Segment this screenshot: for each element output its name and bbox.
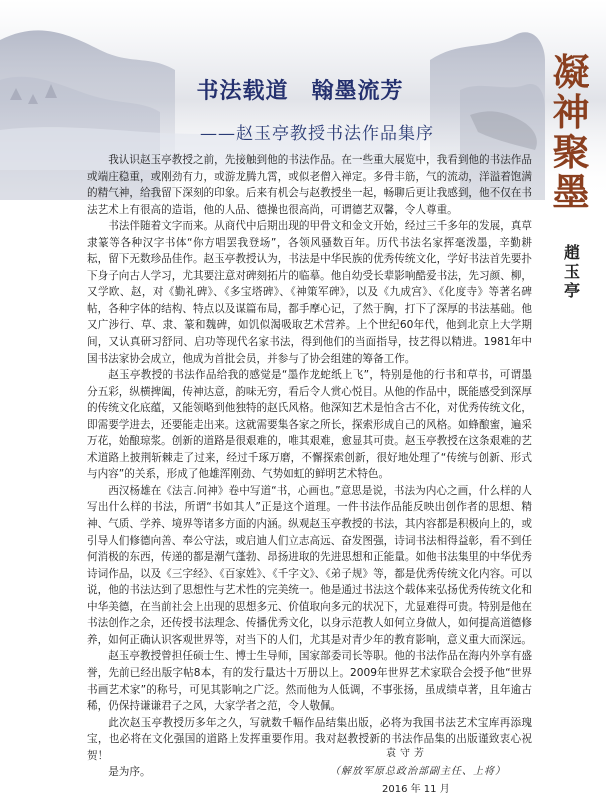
- body-paragraph: 书法伴随着文字而来。从商代中后期出现的甲骨文和金文开始，经过三千多年的发展，真草隶篆等各种汉字书体“你方唱罢我登场”，各领风骚数百年。历代书法名家挥毫泼墨，辛勤耕耘，留下无数珍品佳作。赵玉亭教授认为，书法是中华民族的优秀传统文化，学好书法首先要扑下身子向古人学习，尤其要注意对碑刻拓片的临摹。他自幼受长辈影响酷爱书法，先习颜、柳，又学欧、赵，对《勤礼碑》、《多宝塔碑》、《神策军碑》，以及《九成宫》、《化度寺》等著名碑帖，各种字体的结构、特点以及谋篇布局，都手摩心记，了然于胸，打下了深厚的书法基础。他又广涉行、草、隶、篆和魏碑，如饥似渴吸取艺术营养。上个世纪60年代，他到北京上大学期间，又认真研习舒同、启功等现代名家书法，得到他们的当面指导，技艺得以精进。1981年中国书法家协会成立，他成为首批会员，并参与了协会组建的筹备工作。: [87, 220, 532, 365]
- vertical-signature-char: 趙: [563, 243, 580, 262]
- vertical-calligraphy-signature: [561, 243, 583, 300]
- page-title: 书法载道 翰墨流芳: [196, 78, 404, 104]
- author-title: （解放军原总政治部副主任、上将）: [330, 766, 506, 777]
- body-paragraph: 是为序。: [108, 766, 151, 779]
- signature-date: 2016 年 11 月: [382, 784, 450, 795]
- body-paragraph: 赵玉亭教授的书法作品给我的感觉是“墨作龙蛇纸上飞”，特别是他的行书和草书，可谓墨分五彩，纵横捭阖，传神达意，韵味无穷，看后令人赏心悦目。从他的作品中，既能感受到深厚的传统文化底蕴，又能领略到他独特的赵氏风格。他深知艺术是怕含古不化，对优秀传统文化，即需要学进去，还要能走出来。这就需要集各家之所长，探索形成自己的风格。如蜂酿蜜，遍采万花，始酿琼浆。创新的道路是很艰难的，唯其艰难，愈显其可贵。赵玉亭教授在这条艰难的艺术道路上披荆斩棘走了过来，经过千琢万磨，不懈探索创新，很好地处理了“传统与创新、形式与内容”的关系，形成了他雄浑刚劲、气势如虹的鲜明艺术特色。: [87, 369, 532, 481]
- author-name: 袁守芳: [386, 748, 428, 759]
- body-paragraph: 赵玉亭教授曾担任硕士生、博士生导师，国家部委司长等职。他的书法作品在海内外享有盛誉，先前已经出版字帖8本，有的发行量达十万册以上。2009年世界艺术家联合会授予他“世界书画艺术家”的称号，可见其影响之广泛。然而他为人低调，不事张扬，虽成绩卓著，且年逾古稀，仍保持谦谦君子之风，大家学者之范，令人敬佩。: [87, 650, 532, 713]
- preface-body: [87, 152, 532, 781]
- vertical-signature-char: 玉: [563, 262, 580, 281]
- vertical-title-char: 聚: [552, 130, 590, 174]
- body-paragraph: 我认识赵玉亭教授之前，先接触到他的书法作品。在一些重大展览中，我看到他的书法作品或端庄稳重，或刚劲有力，或游龙腾九霄，或似老僧入禅定。多骨丰筋，气的流动，洋溢着饱满的精气神，给我留下深刻的印象。后来有机会与赵教授坐一起，畅聊后更让我感到，他不仅在书法艺术上有很高的造诣，他的人品、德操也很高尚，可谓德艺双馨，令人尊重。: [87, 154, 532, 216]
- page-subtitle: ——赵玉亭教授书法作品集序: [200, 124, 434, 144]
- vertical-title-char: 神: [552, 90, 590, 134]
- vertical-signature-char: 亭: [563, 281, 580, 300]
- body-paragraph: 西汉杨雄在《法言.问神》卷中写道“书，心画也。”意思是说，书法为内心之画，什么样的人写出什么样的书法，所谓“书如其人”正是这个道理。一件书法作品能反映出创作者的思想、精神、气质、学养、境界等诸多方面的内涵。纵观赵玉亭教授的书法，其内容都是积极向上的，或引导人们修德向善、奉公守法，或启迪人们立志高远、奋发图强，诗词书法相得益彰，看不到任何消极的东西，传递的都是潮气蓬勃、昂扬进取的先进思想和正能量。如他书法集里的中华优秀诗词作品，以及《三字经》、《百家姓》、《千字文》、《弟子规》等，都是优秀传统文化内容。可以说，他的书法达到了思想性与艺术性的完美统一。他是通过书法这个载体来弘扬优秀传统文化和中华美德，在当前社会上出现的思想多元、价值取向多元的状况下，尤显难得可贵。特别是他在书法创作之余，还传授书法理念、传播优秀文化，以身示范教人如何立身做人，如何提高道德修养，如何正确认识客观世界等，对当下的人们，尤其是对青少年的教育影响，意义重大而深远。: [87, 484, 532, 646]
- vertical-calligraphy-title: [548, 52, 594, 212]
- vertical-title-char: 墨: [552, 170, 590, 214]
- vertical-title-char: 凝: [552, 50, 590, 94]
- body-paragraph: 此次赵玉亭教授历多年之久，写就数千幅作品结集出版，必将为我国书法艺术宝库再添瑰宝，也必将在文化强国的道路上发挥重要作用。我对赵教授新的书法作品集的出版谨致衷心祝贺！: [87, 716, 532, 762]
